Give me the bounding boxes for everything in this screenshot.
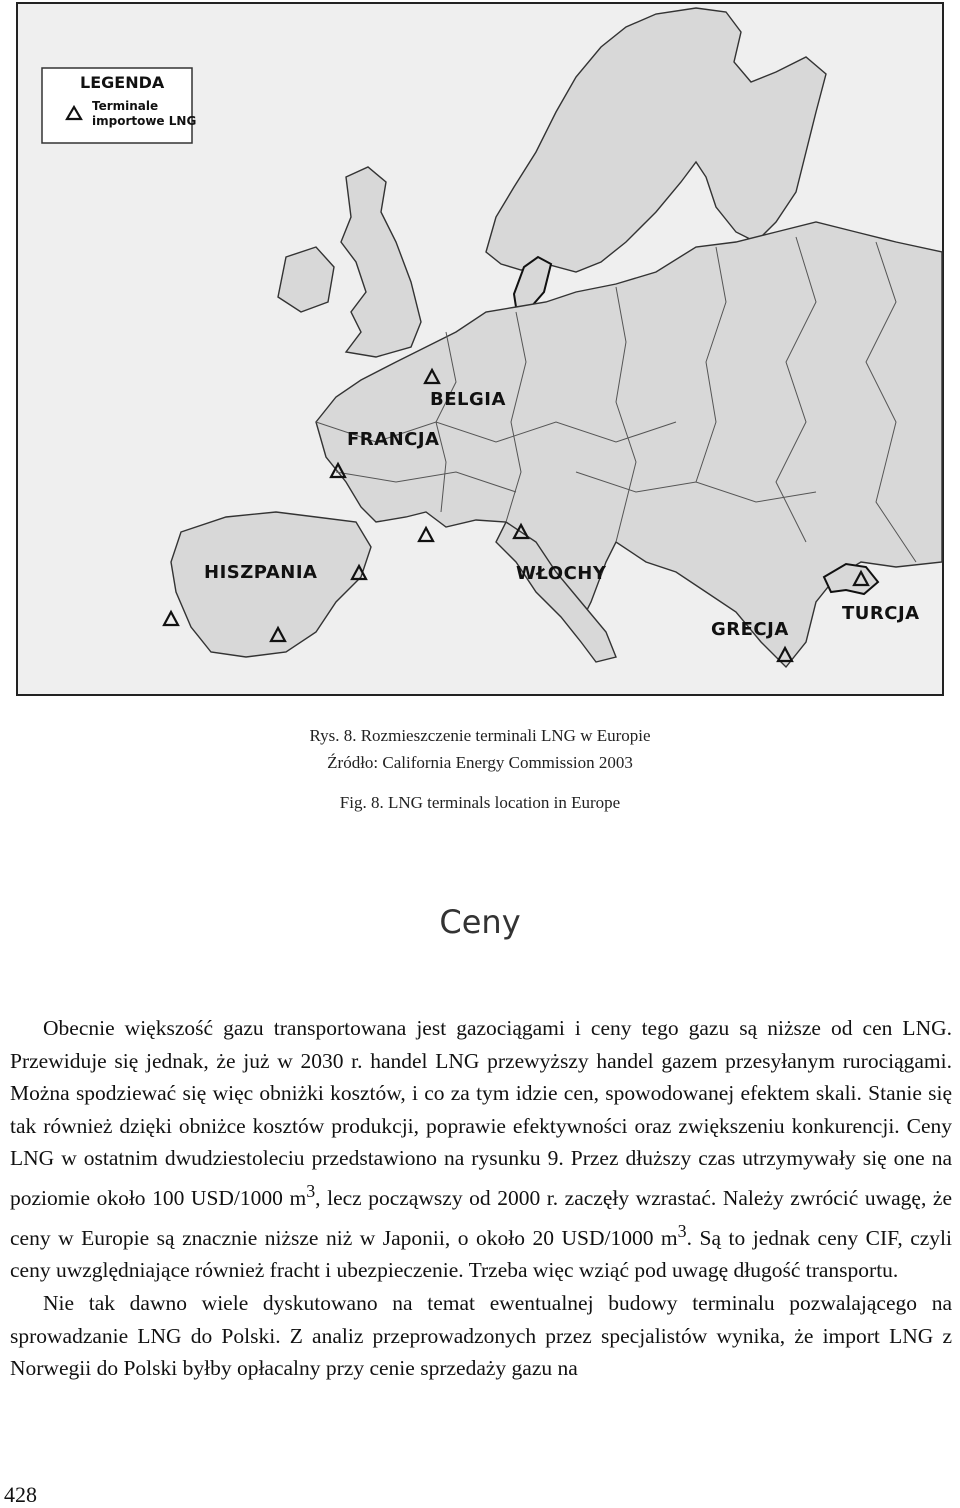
legend-item-line1: Terminale [92,99,159,113]
legend-item-line2: importowe LNG [92,114,197,128]
paragraph-1-part-1: Obecnie większość gazu transportowana jest gazociągami i ceny tego gazu są niższe od cen LNG. Przewiduje się jednak, że już w 2030 r. handel LNG przewyższy handel gazem przesyłanym rurociągami. Można spodziewać się więc obniżki kosztów, i co za tym idzie cen, spowodowanej efektem skali. Stanie się tak również dzięki obniżce kosztów produkcji, poprawie efektywności oraz zwiększeniu konkurencji. Ceny LNG w ostatnim dwudziestoleciu przedstawiono na rysunku 9. Przez dłuższy czas utrzymywały się one na poziomie około 100 USD/1000 m [10,1016,952,1211]
europe-lng-map [16,2,944,696]
superscript-3: 3 [677,1220,687,1241]
page-number: 428 [4,1482,37,1507]
figure-caption-en: Fig. 8. LNG terminals location in Europe [339,793,621,812]
paragraph-1-part-3: . Są to jednak ceny CIF, czyli ceny uwzględniające również fracht i ubezpieczenie. Trzeba więc wziąć pod uwagę długość transportu. [10,1225,952,1283]
section-title: Ceny [439,903,521,941]
label-belgia: BELGIA [430,389,506,410]
paragraph-2: Nie tak dawno wiele dyskutowano na temat ewentualnej budowy terminalu pozwalającego na sprowadzanie LNG do Polski. Z analiz przeprowadzonych przez specjalistów wynika, że import LNG z Norwegii do Polski byłby opłacalny przy cenie sprzedaży gazu na [10,1291,952,1381]
superscript-3: 3 [306,1180,316,1201]
ireland [278,247,334,312]
label-turcja: TURCJA [842,603,920,624]
paragraph-1-part-2: , lecz począwszy od 2000 r. zaczęły wzrastać. Należy zwrócić uwagę, że ceny w Europie są znacznie niższe niż w Japonii, o około 20 USD/1000 m [10,1186,953,1250]
map-legend [42,68,196,143]
label-wlochy: WŁOCHY [516,563,607,584]
figure-source: Źródło: California Energy Commission 2003 [327,753,633,772]
label-francja: FRANCJA [347,429,440,450]
paragraph-1 [10,1012,952,1287]
body-text [10,1012,952,1385]
legend-title: LEGENDA [80,73,165,92]
label-grecja: GRECJA [711,619,789,640]
figure-caption-pl: Rys. 8. Rozmieszczenie terminali LNG w Europie [309,726,651,745]
label-hiszpania: HISZPANIA [204,562,318,583]
